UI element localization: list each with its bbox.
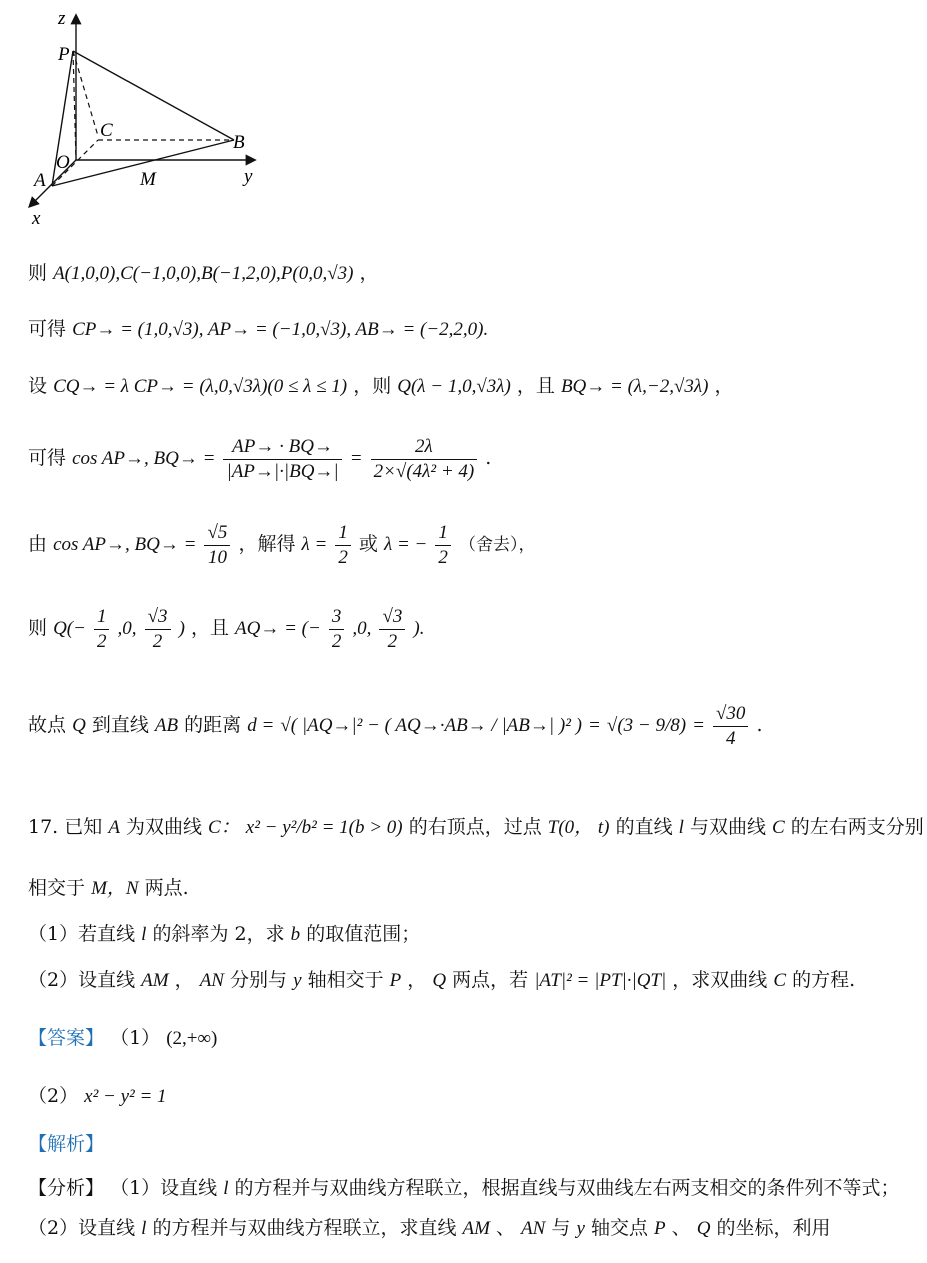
- solution-line-coordinates: [28, 259, 379, 288]
- text: （舍去），: [458, 535, 536, 555]
- text: .: [485, 447, 492, 469]
- text: 可得: [28, 447, 67, 469]
- label-M: M: [140, 169, 156, 190]
- text: ，求双曲线: [672, 969, 768, 991]
- math: Q: [696, 1218, 711, 1239]
- text: 可得: [28, 318, 67, 340]
- text: 轴相交于: [307, 969, 384, 991]
- text: 的方程.: [792, 969, 856, 991]
- text: 的直线: [615, 816, 673, 838]
- math-q: Q(λ − 1,0,√3λ): [397, 376, 511, 397]
- text: （1）设直线: [110, 1177, 218, 1199]
- text: 、: [671, 1217, 691, 1239]
- text: 两点.: [144, 877, 189, 899]
- text: ，: [174, 969, 194, 991]
- text: 的距离: [184, 714, 242, 736]
- math: P: [389, 970, 402, 991]
- analysis-subtag: 【分析】: [28, 1177, 105, 1199]
- math-vectors: CP→ = (1,0,√3), AP→ = (−1,0,√3), AB→ = (−2,2,0).: [72, 319, 489, 340]
- answer-line-1: [28, 1024, 217, 1053]
- text: ，且: [190, 617, 229, 639]
- math: AM: [141, 970, 169, 991]
- math: l: [678, 817, 684, 838]
- solution-line-q: [28, 598, 425, 659]
- text: 与: [551, 1217, 571, 1239]
- math: l: [141, 924, 147, 945]
- math-ab: AB: [154, 715, 179, 736]
- text: 、: [496, 1217, 516, 1239]
- label-B: B: [233, 132, 245, 153]
- problem-number: 17.: [28, 816, 59, 838]
- text: ，: [359, 262, 379, 284]
- text: 由: [28, 533, 48, 555]
- text: 的右顶点，过点: [408, 816, 542, 838]
- solution-line-vectors: [28, 315, 488, 344]
- text: ，且: [516, 375, 555, 397]
- math-lambda: λ =: [301, 534, 328, 555]
- math-eq: =: [692, 715, 705, 736]
- text: 与双曲线: [689, 816, 766, 838]
- math-answer: x² − y² = 1: [84, 1086, 167, 1107]
- text: 为双曲线: [125, 816, 202, 838]
- label-P: P: [58, 44, 70, 65]
- label-O: O: [56, 152, 70, 173]
- math-eq: =: [588, 715, 601, 736]
- math: ): [178, 618, 185, 639]
- math: AM: [462, 1218, 490, 1239]
- math-eq: =: [349, 448, 363, 469]
- text: 的斜率为 2，求: [152, 923, 285, 945]
- text: .: [756, 714, 763, 736]
- edge-PB: [73, 51, 234, 140]
- math: y: [293, 970, 302, 991]
- text: 的方程并与双曲线方程联立，求直线: [152, 1217, 457, 1239]
- math: C: [772, 817, 785, 838]
- label-C: C: [100, 120, 113, 141]
- math: y: [576, 1218, 585, 1239]
- analysis-line-2: [28, 1214, 831, 1243]
- problem-17-part1: [28, 920, 420, 949]
- text: （2）设直线: [28, 969, 136, 991]
- fraction: $\frac{√30}{4}$: [713, 702, 748, 751]
- fraction: $\frac{√3}{2}$: [379, 605, 405, 654]
- text: （2）: [28, 1085, 79, 1107]
- math-cos: cos AP→, BQ→ =: [72, 448, 216, 469]
- math-q: Q(−: [53, 618, 86, 639]
- text: ，则: [353, 375, 392, 397]
- text: （1）: [110, 1027, 161, 1049]
- text: ，: [407, 969, 427, 991]
- text: 设: [28, 375, 48, 397]
- text: 则: [28, 262, 48, 284]
- text: 轴交点: [590, 1217, 648, 1239]
- label-y: y: [244, 166, 253, 187]
- math: C: [773, 970, 787, 991]
- answer-tag: 【答案】: [28, 1027, 105, 1049]
- math: ,0,: [352, 618, 372, 639]
- edge-PC: [73, 51, 98, 136]
- math-d: d =: [247, 715, 275, 736]
- fraction: $\frac{2\lambda}{\text{2×√(4λ² + 4)}}$: [371, 435, 478, 484]
- text: 的坐标，利用: [716, 1217, 831, 1239]
- analysis-tag: 【解析】: [28, 1133, 105, 1155]
- text: 的方程并与双曲线方程联立，根据直线与双曲线左右两支相交的条件列不等式；: [234, 1177, 900, 1199]
- text: 或: [358, 533, 378, 555]
- math: C：: [208, 817, 240, 838]
- text: 的左右两支分别: [790, 816, 924, 838]
- math: P: [654, 1218, 666, 1239]
- label-A: A: [34, 170, 46, 191]
- problem-17-part2: [28, 966, 855, 995]
- text: ，解得: [238, 533, 296, 555]
- math-lambda: λ = −: [383, 534, 428, 555]
- text: 分别与: [230, 969, 288, 991]
- math-radical: √( |AQ→|² − ( AQ→·AB→ / |AB→| )² ): [280, 715, 582, 736]
- solution-line-solve: [28, 514, 535, 575]
- text: （1）若直线: [28, 923, 136, 945]
- solution-line-distance: [28, 695, 763, 756]
- text: 的取值范围；: [306, 923, 421, 945]
- solution-line-cos: [28, 428, 491, 489]
- math: M，N: [91, 878, 139, 899]
- solution-line-cq: [28, 372, 734, 401]
- math: AN: [521, 1218, 546, 1239]
- fraction: $\frac{√5}{10}$: [204, 521, 230, 570]
- math: l: [141, 1218, 147, 1239]
- math: AN: [199, 970, 224, 991]
- math: A: [108, 817, 120, 838]
- math-answer: (2,+∞): [166, 1028, 218, 1049]
- label-z: z: [58, 8, 66, 29]
- text: 故点: [28, 714, 67, 736]
- math-bq: BQ→ = (λ,−2,√3λ): [560, 376, 709, 397]
- math-condition: |AT|² = |PT|·|QT|: [534, 970, 667, 991]
- text: 已知: [64, 816, 103, 838]
- math-radical: √(3 − 9/8): [606, 715, 687, 736]
- fraction: $\frac{1}{2}$: [94, 605, 110, 654]
- problem-17-statement: [28, 810, 924, 845]
- math-q: Q: [72, 715, 86, 736]
- text: 则: [28, 617, 48, 639]
- fraction: $\frac{1}{2}$: [435, 521, 451, 570]
- problem-17-line2: [28, 874, 189, 903]
- text: 相交于: [28, 877, 86, 899]
- math-coordinates: A(1,0,0),C(−1,0,0),B(−1,2,0),P(0,0,√3): [53, 263, 354, 284]
- math-cos: cos AP→, BQ→ =: [53, 534, 197, 555]
- analysis-heading: [28, 1130, 104, 1158]
- pyramid-diagram: [18, 8, 268, 230]
- fraction: $\frac{1}{2}$: [335, 521, 351, 570]
- math: l: [223, 1178, 229, 1199]
- text: ，: [714, 375, 734, 397]
- text: （2）设直线: [28, 1217, 136, 1239]
- math: b: [290, 924, 301, 945]
- math-hyperbola: x² − y²/b² = 1(b > 0): [245, 817, 403, 838]
- math: ,0,: [117, 618, 137, 639]
- math-cq: CQ→ = λ CP→ = (λ,0,√3λ)(0 ≤ λ ≤ 1): [53, 376, 348, 397]
- analysis-line-1: [28, 1174, 900, 1203]
- text: 到直线: [91, 714, 149, 736]
- fraction: $\frac{3}{2}$: [329, 605, 345, 654]
- answer-line-2: [28, 1082, 167, 1111]
- math-aq: AQ→ = (−: [235, 618, 321, 639]
- text: 两点，若: [452, 969, 529, 991]
- fraction: $\frac{√3}{2}$: [145, 605, 171, 654]
- math: Q: [432, 970, 447, 991]
- math: ).: [413, 618, 425, 639]
- fraction: $\frac{AP\to \cdot BQ\to}{|AP\to|\cdot|BQ\to|}$: [223, 435, 341, 484]
- math: T(0， t): [547, 817, 610, 838]
- label-x: x: [32, 208, 41, 229]
